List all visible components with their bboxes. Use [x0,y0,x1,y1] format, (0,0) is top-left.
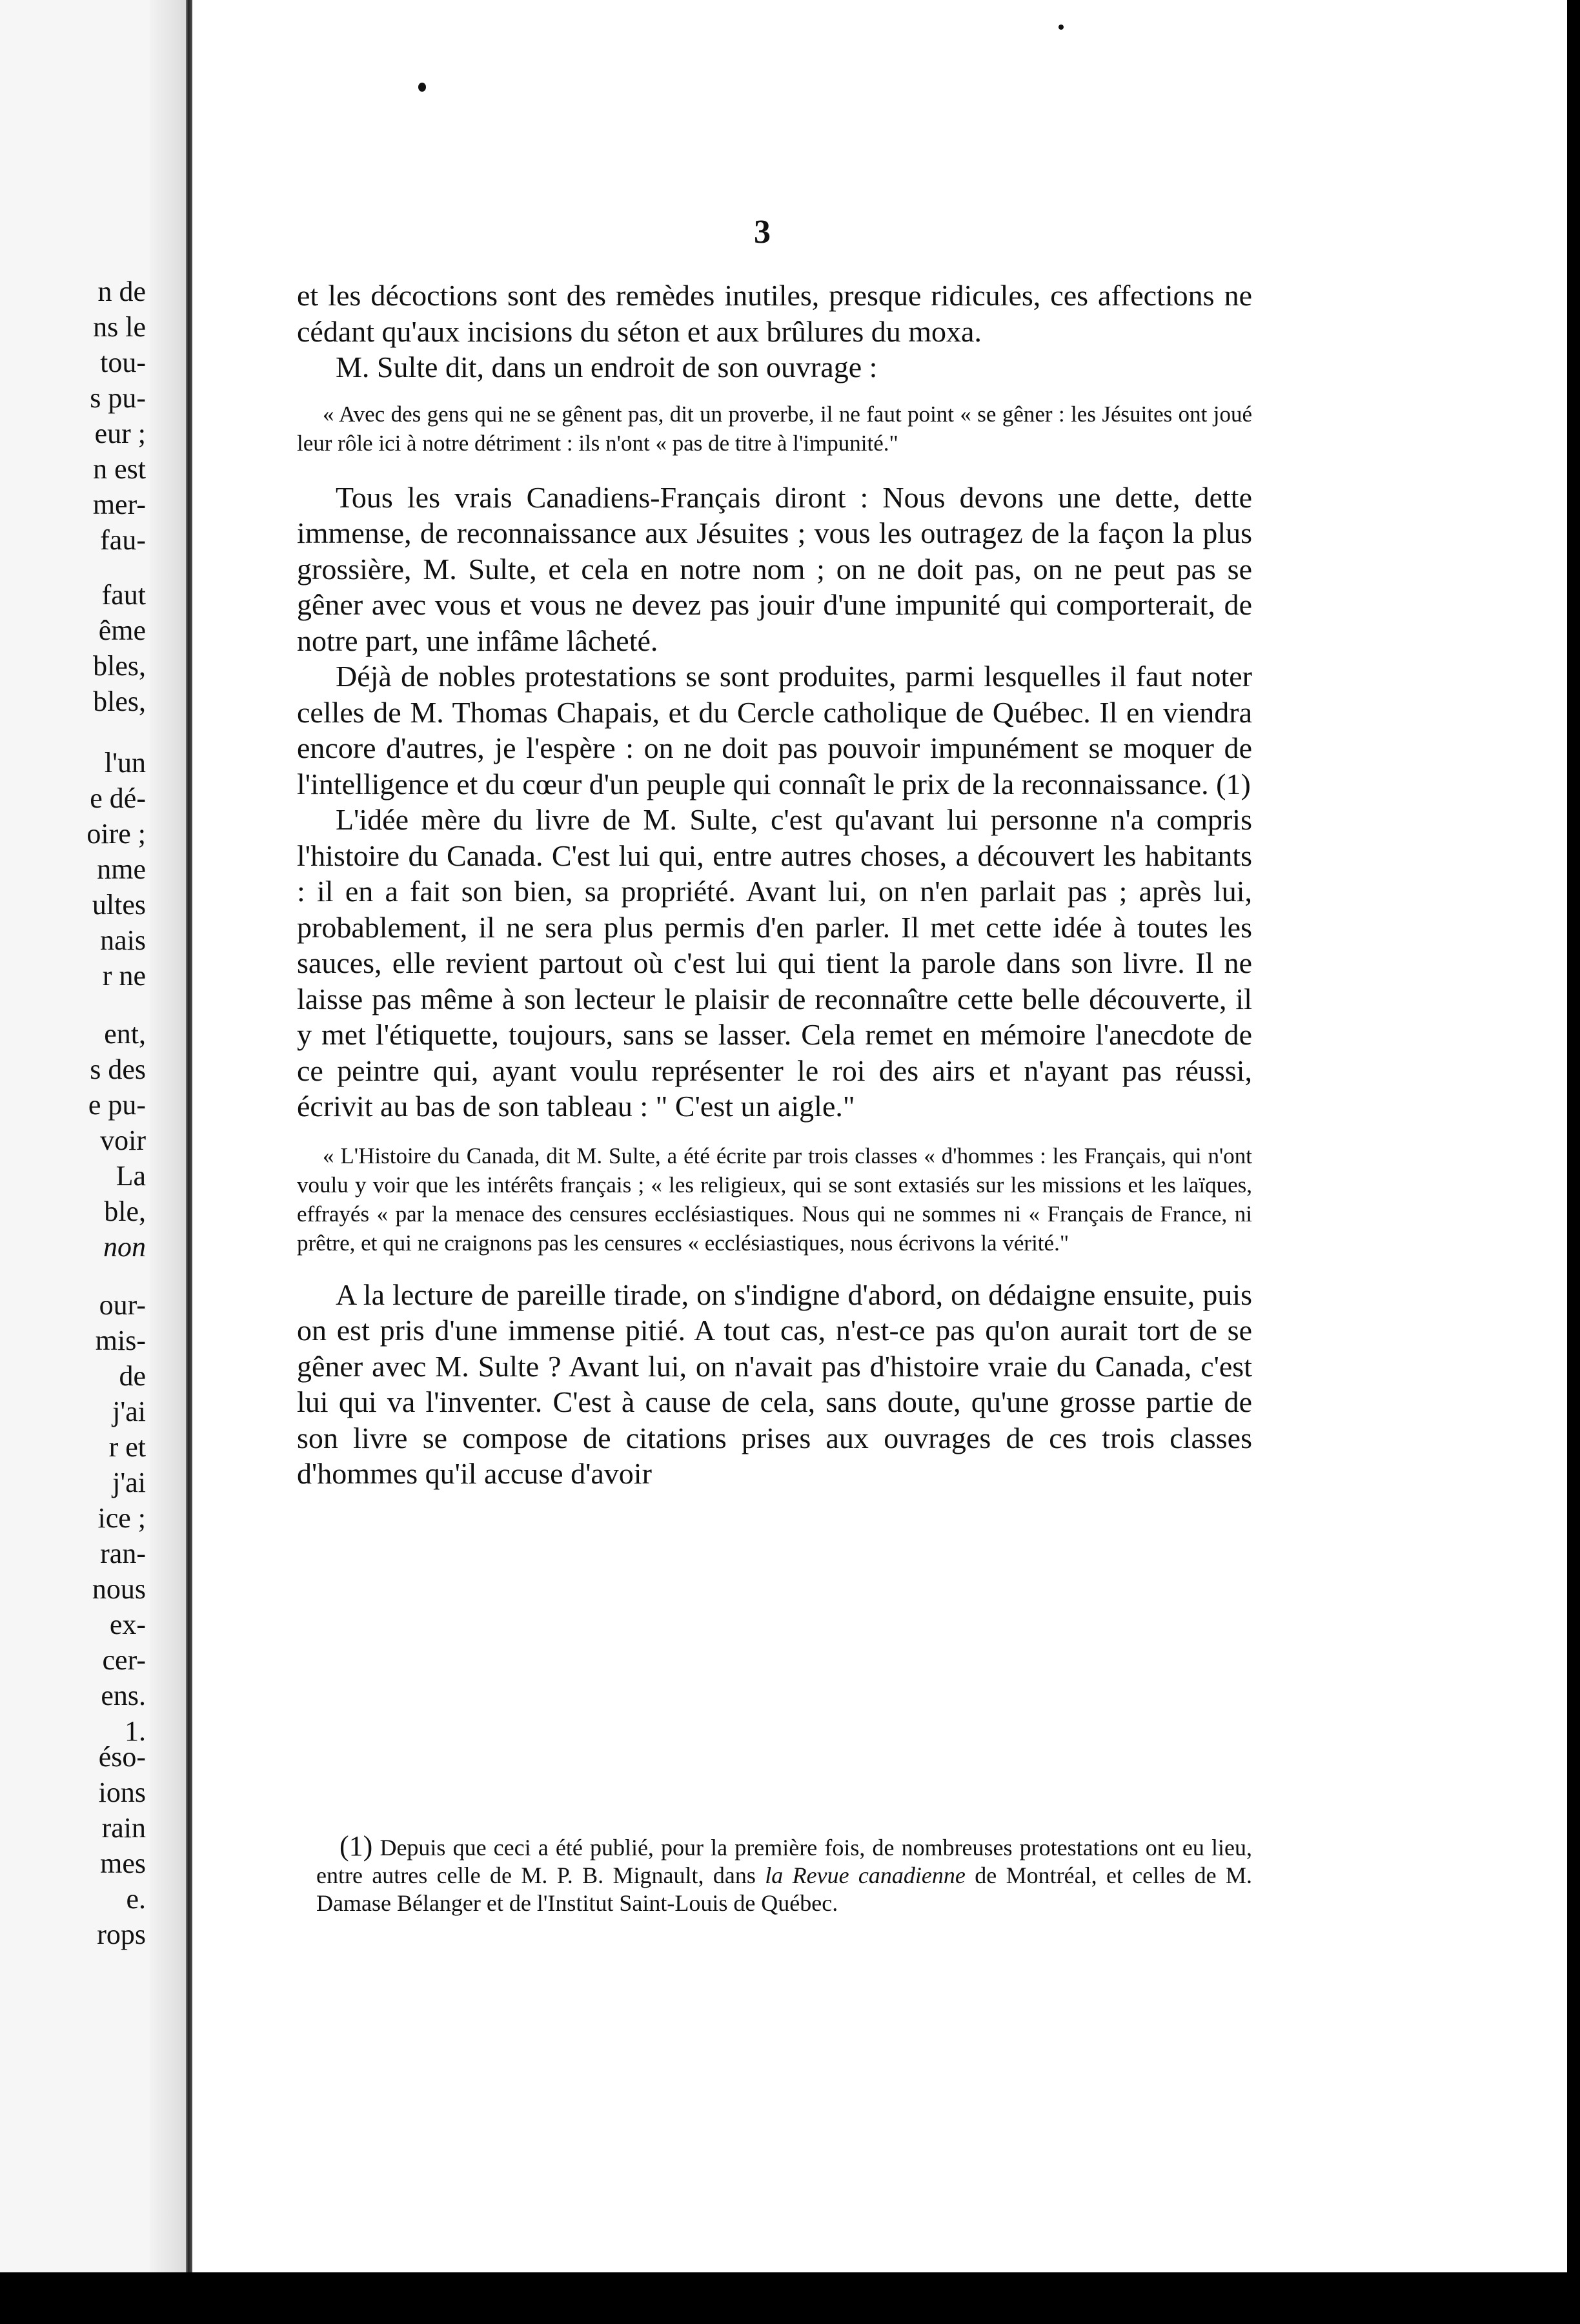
left-page-fragment: j'ai [112,1396,146,1427]
left-page-fragment: tou- [100,347,146,378]
left-page-fragment: e. [126,1883,146,1915]
left-page-fragment: mer- [92,489,146,520]
left-page-fragment: voir [100,1125,146,1156]
block-quote: « L'Histoire du Canada, dit M. Sulte, a été écrite par trois classes « d'hommes : les Français, qui n'ont voulu y voir que les intérêts français ; « les religieux, qui se sont extasiés sur les missions et les laïques, effrayés « par la menace des censures ecclésiastiques. Nous qui ne sommes ni « Français de France, ni prêtre, et qui ne craignons pas les censures « ecclésiastiques, nous écrivons la vérité." [297,1143,1252,1256]
left-page-fragment: s des [90,1054,146,1085]
left-page-fragment: ent, [104,1018,146,1050]
left-page-fragment: bles, [93,650,146,682]
left-page-fragment: nais [100,924,146,956]
left-page-fragment: s pu- [90,382,146,414]
footnote-mark: (1) [339,1830,373,1862]
left-page-fragment: r et [108,1431,146,1463]
left-page-fragment: n est [93,453,146,485]
left-page-fragment: oire ; [86,818,146,850]
print-speck [1058,25,1064,30]
left-page-fragment: eur ; [94,418,146,449]
page-number: 3 [754,214,771,250]
left-page-fragment: rops [97,1919,146,1950]
left-page-fragment: ble, [104,1196,146,1227]
print-speck [418,83,426,92]
left-page-fragment: n de [97,276,146,307]
left-page-fragment: ultes [92,889,146,921]
left-page-fragment: bles, [93,686,146,717]
footnote [316,1832,1252,1917]
left-page-fragment: ions [98,1777,146,1808]
paragraph: et les décoctions sont des remèdes inutiles, presque ridicules, ces affections ne cédant qu'aux incisions du séton et aux brûlures du moxa. [297,279,1252,348]
left-page-fragment: La [116,1160,146,1192]
binding-gutter [186,0,192,2272]
left-page-fragment: our- [99,1289,146,1321]
left-page-fragment: l'un [104,747,146,779]
binding-shadow [150,0,186,2272]
left-facing-page [0,0,150,2272]
left-page-fragment: de [119,1360,146,1392]
paragraph: A la lecture de pareille tirade, on s'indigne d'abord, on dédaigne ensuite, puis on est pris d'une immense pitié. A tout cas, n'est-ce pas qu'on aurait tort de se gêner avec M. Sulte ? Avant lui, on n'avait pas d'histoire vraie du Canada, c'est lui qui va l'inventer. C'est à cause de cela, sans doute, qu'une grosse partie de son livre se compose de citations prises aux ouvrages de ces trois classes d'hommes qu'il accuse d'avoir [297,1278,1252,1490]
left-page-fragment: e pu- [88,1089,146,1121]
left-page-fragment: e dé- [90,782,146,814]
paragraph: Tous les vrais Canadiens-Français diront : Nous devons une dette, dette immense, de reconnaissance aux Jésuites ; vous les outragez de la façon la plus grossière, M. Sulte, et cela en notre nom ; on ne doit pas, on ne peut pas se gêner avec vous et vous ne devez pas jouir d'une impunité qui comporterait, de notre part, une infâme lâcheté. [297,480,1252,657]
scan-border [0,2272,1580,2324]
main-text [297,278,1252,1492]
left-page-fragment: rain [101,1812,146,1844]
left-page-fragment: faut [101,579,146,611]
left-page-fragment: 1. [125,1715,146,1747]
scan-border [1567,0,1580,2324]
left-page-fragment: ran- [100,1538,146,1569]
footnote-journal-title: la Revue canadienne [765,1862,966,1888]
block-quote: « Avec des gens qui ne se gênent pas, dit un proverbe, il ne faut point « se gêner : les Jésuites ont joué leur rôle ici à notre détriment : ils n'ont « pas de titre à l'impunité." [297,401,1252,456]
left-page-fragment: ens. [101,1680,146,1711]
footnote-text: de Montréal, et celles de M. Damase Bélanger et de l'Institut Saint-Louis de Québec. [316,1862,1252,1916]
left-page-fragment: mes [100,1848,146,1879]
left-page-fragment: nme [97,853,146,885]
left-page-fragment: cer- [102,1644,146,1676]
paragraph: M. Sulte dit, dans un endroit de son ouvrage : [336,351,878,383]
paragraph: Déjà de nobles protestations se sont produites, parmi lesquelles il faut noter celles de M. Thomas Chapais, et du Cercle catholique de Québec. Il en viendra encore d'autres, je l'espère : on ne doit pas pouvoir impunément se moquer de l'intelligence et du cœur d'un peuple qui connaît le prix de la reconnaissance. (1) [297,660,1252,800]
left-page-fragment: nous [92,1573,146,1605]
paragraph: L'idée mère du livre de M. Sulte, c'est qu'avant lui personne n'a compris l'histoire du Canada. C'est lui qui, entre autres choses, a découvert les habitants : il en a fait son bien, sa propriété. Avant lui, on n'en parlait pas ; après lui, probablement, il ne sera plus permis d'en parler. Il met cette idée à toutes les sauces, elle revient partout où c'est lui qui tient la parole dans son livre. Il ne laisse pas même à son lecteur le plaisir de reconnaître cette belle découverte, il y met l'étiquette, toujours, sans se lasser. Cela remet en mémoire l'anecdote de ce peintre qui, ayant voulu représenter le roi des airs et n'ayant pas réussi, écrivit au bas de son tableau : " C'est un aigle." [297,803,1252,1123]
left-page-fragment: non [103,1231,146,1263]
left-page-fragment: fau- [100,524,146,556]
left-page-fragment: r ne [102,960,146,992]
left-page-fragment: ex- [109,1609,146,1640]
left-page-fragment: mis- [95,1325,146,1356]
left-page-fragment: ice ; [97,1502,146,1534]
left-page-fragment: ême [98,615,146,646]
left-page-fragment: éso- [98,1741,146,1773]
left-page-fragment: ns le [93,311,146,343]
footnote-text: Depuis que ceci a été publié, pour la première fois, de nombreuses protestations ont eu lieu, entre autres celle de M. P. B. Mignault, dans [316,1835,1252,1888]
left-page-fragment: j'ai [112,1467,146,1498]
